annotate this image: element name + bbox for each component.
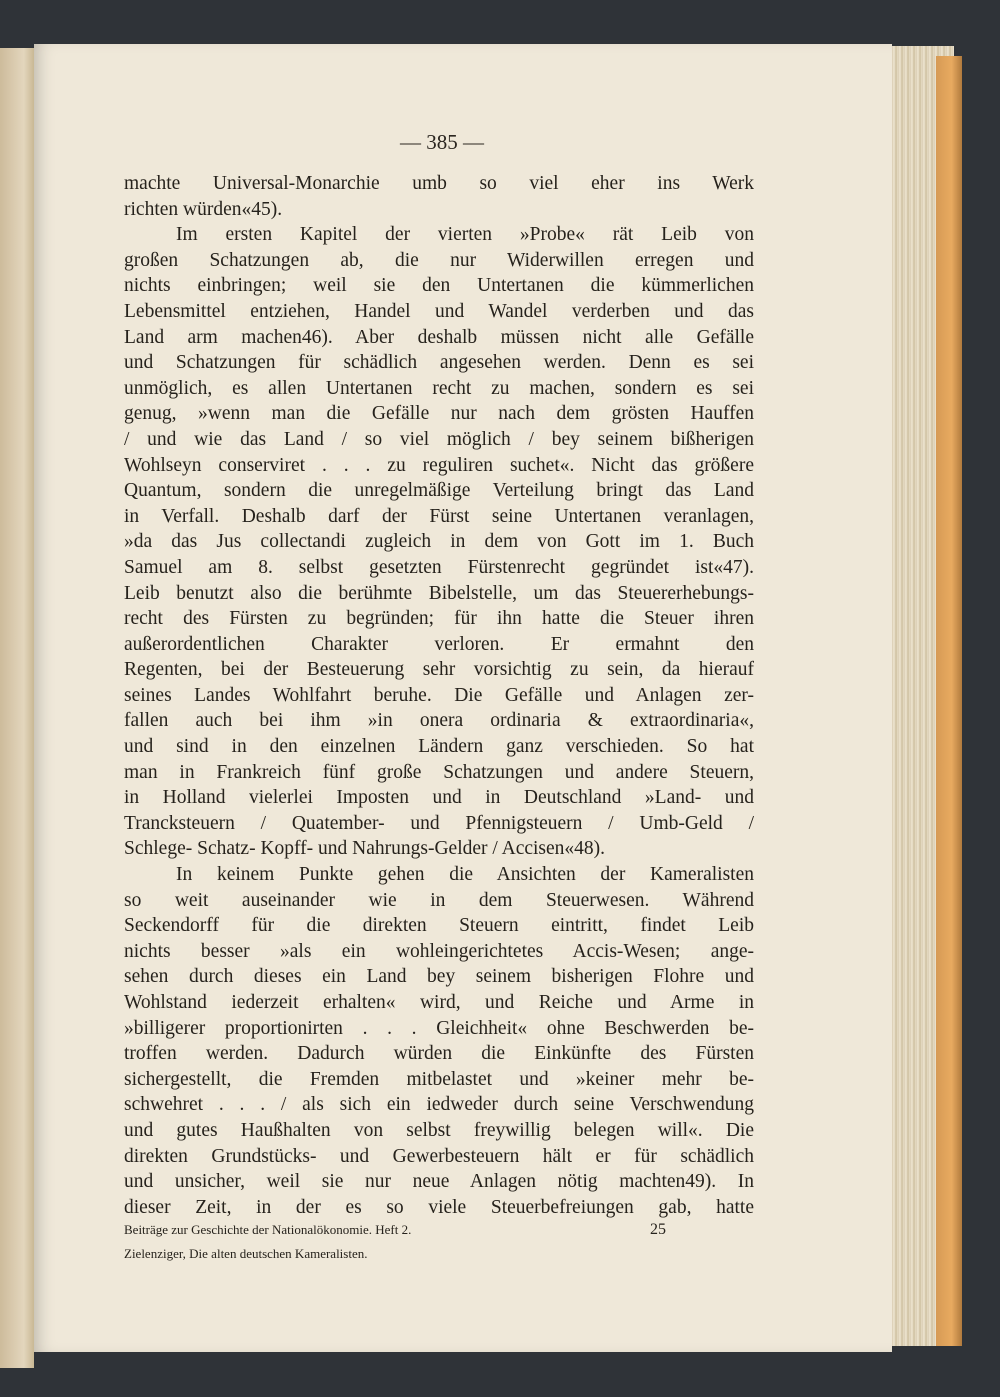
text-line: seines Landes Wohlfahrt beruhe. Die Gefälle und Anlagen zer- — [124, 684, 754, 706]
text-line: Wohlstand iederzeit erhalten« wird, und Reiche und Arme in — [124, 992, 754, 1013]
text-line: Quantum, sondern die unregelmäßige Verteilung bringt das Land — [124, 480, 754, 502]
text-line: fallen auch bei ihm »in onera ordinaria & extraordinaria«, — [124, 710, 754, 732]
text-line: in Holland vielerlei Imposten und in Deutschland »Land- und — [124, 787, 754, 809]
text-line: großen Schatzungen ab, die nur Widerwillen erregen und — [124, 249, 754, 271]
text-line: genug, »wenn man die Gefälle nur nach dem grösten Hauffen — [124, 403, 754, 425]
text-line: Leib benutzt also die berühmte Bibelstelle, um das Steuererhebungs- — [124, 582, 754, 604]
text-line: und gutes Haußhalten von selbst freywillig belegen will«. Die — [124, 1119, 754, 1141]
text-line: direkten Grundstücks- und Gewerbesteuern hält er für schädlich — [124, 1145, 754, 1167]
text-line: schwehret . . . / als sich ein iedweder durch seine Verschwendung — [124, 1094, 754, 1116]
text-line: troffen werden. Dadurch würden die Einkünfte des Fürsten — [124, 1043, 754, 1065]
footer-author-title: Zielenziger, Die alten deutschen Kameralisten. — [124, 1246, 368, 1261]
text-line: Regenten, bei der Besteuerung sehr vorsichtig zu sein, da hierauf — [124, 659, 754, 681]
colored-book-edge — [936, 56, 962, 1346]
text-line: dieser Zeit, in der es so viele Steuerbefreiungen gab, hatte — [124, 1196, 754, 1218]
text-line: außerordentlichen Charakter verloren. Er ermahnt den — [124, 633, 754, 655]
page-footer — [124, 1218, 754, 1266]
footer-series: Beiträge zur Geschichte der Nationalökonomie. Heft 2. — [124, 1222, 412, 1237]
text-line: / und wie das Land / so viel möglich / bey seinem bißherigen — [124, 428, 754, 450]
text-line: sichergestellt, die Fremden mitbelastet und »keiner mehr be- — [124, 1068, 754, 1090]
text-line: recht des Fürsten zu begründen; für ihn hatte die Steuer ihren — [124, 608, 754, 630]
text-line: »da das Jus collectandi zugleich in dem von Gott im 1. Buch — [124, 531, 754, 553]
text-line: nichts besser »als ein wohleingerichtetes Accis-Wesen; ange- — [124, 940, 754, 962]
text-line: und sind in den einzelnen Ländern ganz verschieden. So hat — [124, 736, 754, 758]
text-line: machte Universal-Monarchie umb so viel eher ins Werk — [124, 173, 754, 194]
text-line: unmöglich, es allen Untertanen recht zu machen, sondern es sei — [124, 377, 754, 399]
text-line: Im ersten Kapitel der vierten »Probe« rät Leib von — [176, 224, 754, 246]
text-line: man in Frankreich fünf große Schatzungen und andere Steuern, — [124, 761, 754, 783]
left-page-edge — [0, 48, 34, 1368]
text-line: und unsicher, weil sie nur neue Anlagen nötig machten49). In — [124, 1171, 754, 1193]
text-line: Schlege- Schatz- Kopff- und Nahrungs-Gelder / Accisen«48). — [124, 838, 606, 860]
text-line: In keinem Punkte gehen die Ansichten der Kameralisten — [176, 864, 754, 886]
text-line: und Schatzungen für schädlich angesehen werden. Denn es sei — [124, 352, 754, 374]
text-line: Wohlseyn conserviret . . . zu reguliren suchet«. Nicht das größere — [124, 454, 754, 476]
text-line: in Verfall. Deshalb darf der Fürst seine Untertanen veranlagen, — [124, 505, 754, 527]
text-line: sehen durch dieses ein Land bey seinem bisherigen Flohre und — [124, 966, 754, 988]
page-number: — 385 — — [400, 130, 484, 154]
text-line: Land arm machen46). Aber deshalb müssen nicht alle Gefälle — [124, 326, 754, 348]
text-line: »billigerer proportionirten . . . Gleichheit« ohne Beschwerden be- — [124, 1017, 754, 1039]
text-line: richten würden«45). — [124, 198, 283, 220]
text-line: so weit auseinander wie in dem Steuerwesen. Während — [124, 889, 754, 911]
text-line: Samuel am 8. selbst gesetzten Fürstenrecht gegründet ist«47). — [124, 556, 754, 578]
text-line: Seckendorff für die direkten Steuern eintritt, findet Leib — [124, 915, 754, 937]
footer-sheet-number: 25 — [650, 1221, 666, 1238]
text-line: nichts einbringen; weil sie den Untertanen die kümmerlichen — [124, 275, 754, 297]
text-line: Trancksteuern / Quatember- und Pfennigsteuern / Umb-Geld / — [124, 812, 754, 834]
text-line: Lebensmittel entziehen, Handel und Wandel verderben und das — [124, 300, 754, 322]
body-text — [124, 171, 754, 1220]
